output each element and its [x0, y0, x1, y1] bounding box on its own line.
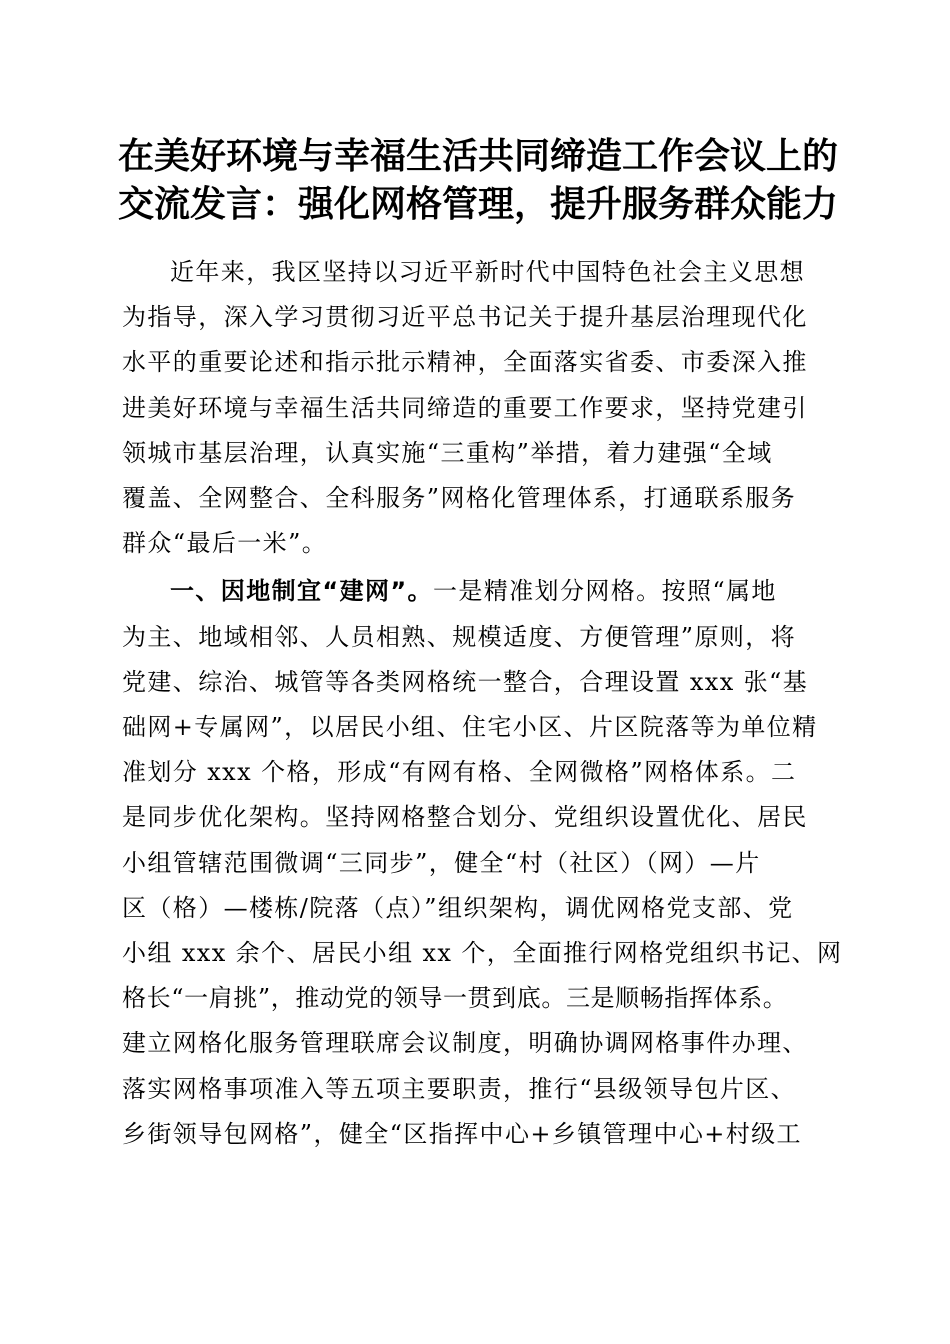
section-1-line: 格长“一肩挑”，推动党的领导一贯到底。三是顺畅指挥体系。 [122, 984, 788, 1013]
title-line-2: 交流发言：强化网格管理，提升服务群众能力 [118, 183, 839, 225]
section-1-paragraph [122, 569, 843, 1157]
section-1-line: 落实网格事项准入等五项主要职责，推行“县级领导包片区、 [122, 1074, 797, 1103]
intro-line: 水平的重要论述和指示批示精神，全面落实省委、市委深入推 [122, 348, 808, 377]
title-line-1: 在美好环境与幸福生活共同缔造工作会议上的 [118, 135, 839, 177]
document-title [118, 132, 838, 228]
section-1-heading: 一、因地制宜“建网”。 [170, 577, 433, 606]
intro-paragraph [122, 250, 838, 566]
intro-line: 近年来，我区坚持以习近平新时代中国特色社会主义思想 [170, 258, 805, 286]
section-1-line: 小组管辖范围微调“三同步”，健全“村（社区）（网）—片 [122, 848, 761, 877]
section-1-line: 小组 xxx 余个、居民小组 xx 个，全面推行网格党组织书记、网 [122, 939, 843, 968]
document-body [122, 250, 843, 1157]
intro-line: 为指导，深入学习贯彻习近平总书记关于提升基层治理现代化 [122, 303, 808, 332]
section-1-line: 区（格）—楼栋/院落（点）”组织架构，调优网格党支部、党 [122, 893, 794, 922]
section-1-line: 是同步优化架构。坚持网格整合划分、党组织设置优化、居民 [122, 803, 808, 832]
section-1-line: 乡街领导包网格”，健全“区指挥中心+乡镇管理中心+村级工 [122, 1119, 802, 1148]
section-1-line: 础网+专属网”，以居民小组、住宅小区、片区院落等为单位精 [122, 713, 818, 742]
intro-line: 覆盖、全网整合、全科服务”网格化管理体系，打通联系服务 [122, 484, 797, 513]
section-1-line: 准划分 xxx 个格，形成“有网有格、全网微格”网格体系。二 [122, 758, 797, 787]
section-1-first-line [122, 569, 838, 614]
section-1-first-line-text: 一是精准划分网格。按照“属地 [432, 577, 777, 606]
section-1-line: 为主、地域相邻、人员相熟、规模适度、方便管理”原则，将 [122, 622, 797, 651]
intro-line: 群众“最后一米”。 [122, 529, 328, 558]
section-1-line: 党建、综治、城管等各类网格统一整合，合理设置 xxx 张“基 [122, 667, 809, 696]
intro-line: 领城市基层治理，认真实施“三重构”举措，着力建强“全域 [122, 438, 773, 467]
section-1-line: 建立网格化服务管理联席会议制度，明确协调网格事件办理、 [122, 1029, 808, 1058]
intro-line: 进美好环境与幸福生活共同缔造的重要工作要求，坚持党建引 [122, 393, 808, 422]
